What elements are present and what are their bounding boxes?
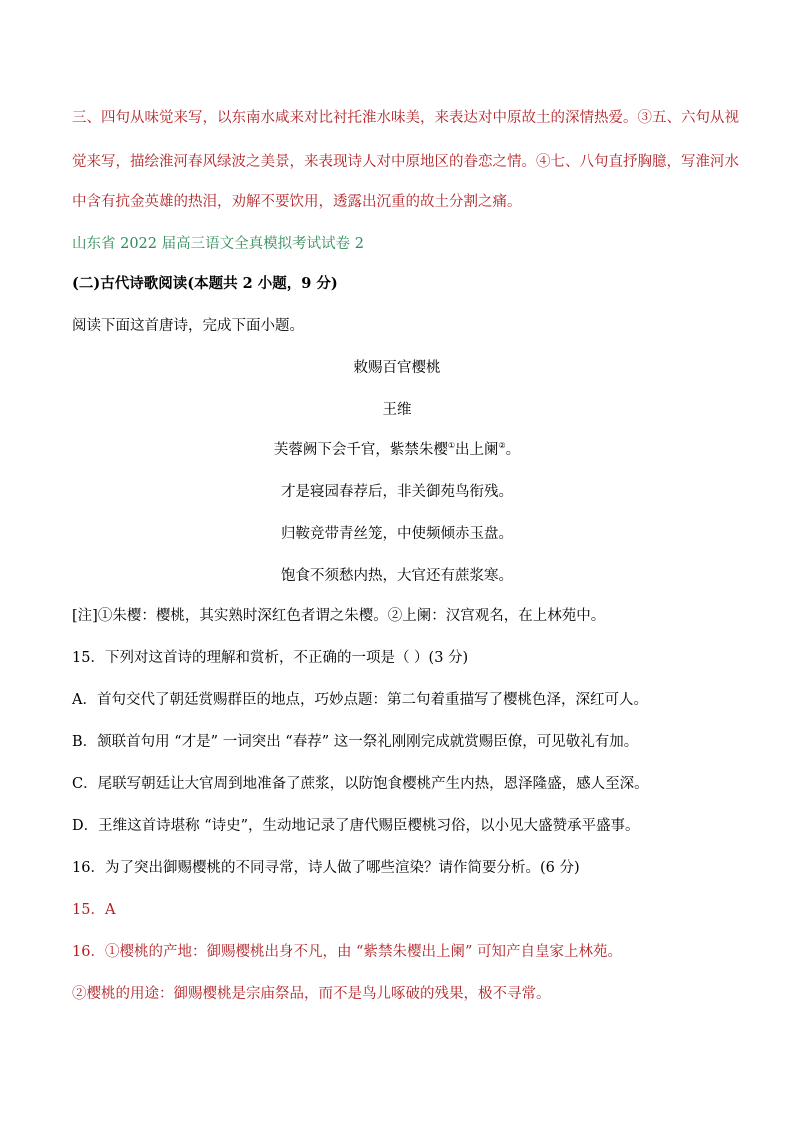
question-15-option-c: C．尾联写朝廷让大官周到地准备了蔗浆，以防饱食樱桃产生内热，恩泽隆盛，感人至深。 bbox=[72, 776, 649, 792]
poem-line-1-part-a: 芙蓉阙下会千官，紫禁朱樱 bbox=[273, 442, 448, 458]
poem-line-1-part-b: 出上阑 bbox=[455, 442, 499, 458]
poem-line-4: 饱食不须愁内热，大官还有蔗浆寒。 bbox=[281, 568, 513, 584]
source-title: 山东省 2022 届高三语文全真模拟考试试卷 2 bbox=[72, 236, 364, 252]
poem-line-2: 才是寝园春荐后，非关御苑鸟衔残。 bbox=[281, 484, 513, 500]
answer-16-point-1: 16．①樱桃的产地：御赐樱桃出身不凡，由 “紫禁朱樱出上阑” 可知产自皇家上林苑。 bbox=[72, 944, 622, 960]
poem-line-3: 归鞍竞带青丝笼，中使频倾赤玉盘。 bbox=[281, 526, 513, 542]
answer-16-point-2: ②樱桃的用途：御赐樱桃是宗庙祭品，而不是鸟儿啄破的残果，极不寻常。 bbox=[72, 986, 551, 1002]
footnote: [注]①朱樱：樱桃，其实熟时深红色者谓之朱樱。②上阑：汉宫观名，在上林苑中。 bbox=[72, 608, 606, 624]
poem-line-1 bbox=[0, 440, 794, 460]
answer-15: 15．A bbox=[72, 902, 116, 918]
footnote-mark-2: ② bbox=[498, 441, 506, 451]
question-15-option-d: D．王维这首诗堪称 “诗史”，生动地记录了唐代赐臣樱桃习俗，以小见大盛赞承平盛事。 bbox=[72, 818, 640, 834]
section-title: (二)古代诗歌阅读(本题共 2 小题，9 分) bbox=[72, 275, 338, 292]
poem-title: 敕赐百官樱桃 bbox=[353, 360, 441, 376]
question-16-stem: 16．为了突出御赐樱桃的不同寻常，诗人做了哪些渲染？请作简要分析。(6 分) bbox=[72, 860, 580, 876]
poem-line-1-part-c: 。 bbox=[505, 442, 521, 458]
footnote-mark-1: ① bbox=[447, 441, 455, 451]
question-15-option-b: B．颔联首句用 “才是” 一词突出 “春荐” 这一祭礼刚刚完成就赏赐臣僚，可见敬礼有加。 bbox=[72, 734, 639, 750]
question-15-option-a: A．首句交代了朝廷赏赐群臣的地点，巧妙点题：第二句着重描写了樱桃色泽，深红可人。 bbox=[72, 692, 648, 708]
instruction: 阅读下面这首唐诗，完成下面小题。 bbox=[72, 318, 304, 334]
question-15-stem: 15．下列对这首诗的理解和赏析，不正确的一项是（ ）(3 分) bbox=[72, 650, 469, 666]
answer-line-2: 觉来写，描绘淮河春风绿波之美景，来表现诗人对中原地区的眷恋之情。④七、八句直抒胸臆，写淮河水 bbox=[72, 154, 739, 170]
answer-line-1: 三、四句从味觉来写，以东南水咸来对比衬托淮水味美，来表达对中原故土的深情热爱。③五、六句从视 bbox=[72, 110, 739, 126]
poem-author: 王维 bbox=[382, 402, 412, 418]
answer-line-3: 中含有抗金英雄的热泪，劝解不要饮用，透露出沉重的故土分割之痛。 bbox=[72, 194, 522, 210]
